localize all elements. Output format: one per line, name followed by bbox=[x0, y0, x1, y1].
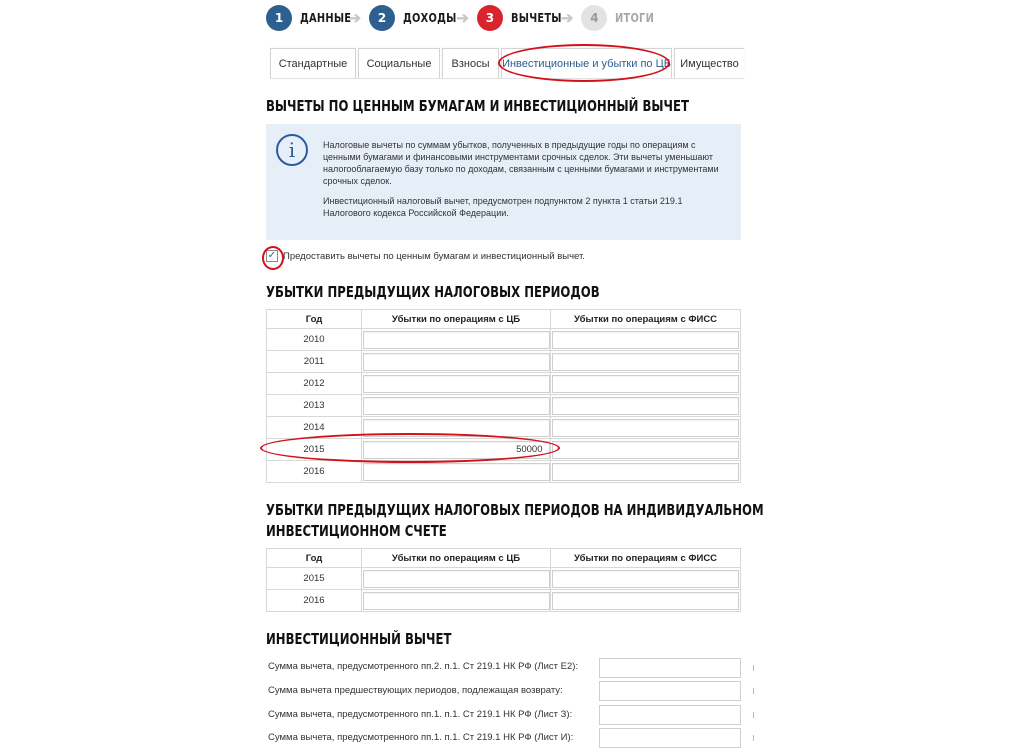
tab-standard[interactable]: Стандартные bbox=[270, 48, 356, 79]
fiss-loss-input[interactable] bbox=[552, 375, 739, 393]
step-label: ДАННЫЕ bbox=[300, 11, 352, 25]
column-header-fiss: Убытки по операциям с ФИСС bbox=[551, 310, 741, 329]
cb-loss-input[interactable] bbox=[363, 463, 550, 481]
tab-property[interactable]: Имущество bbox=[674, 48, 744, 79]
column-header-cb: Убытки по операциям с ЦБ bbox=[362, 549, 551, 568]
year-cell: 2014 bbox=[267, 417, 362, 439]
fiss-loss-input[interactable] bbox=[552, 331, 739, 349]
iis-losses-table bbox=[266, 548, 741, 612]
cb-loss-input[interactable] bbox=[363, 397, 550, 415]
step-deductions[interactable] bbox=[477, 5, 573, 31]
column-header-fiss: Убытки по операциям с ФИСС bbox=[551, 549, 741, 568]
step-label: ДОХОДЫ bbox=[403, 11, 457, 25]
deduction-input-i[interactable] bbox=[599, 728, 741, 748]
cb-loss-input[interactable] bbox=[363, 375, 550, 393]
fiss-loss-input[interactable] bbox=[552, 419, 739, 437]
deduction-label-previous: Сумма вычета предшествующих периодов, подлежащая возврату: bbox=[268, 685, 563, 696]
year-cell: 2015 bbox=[267, 439, 362, 461]
step-number: 2 bbox=[369, 5, 395, 31]
tab-social[interactable]: Социальные bbox=[358, 48, 440, 79]
year-cell: 2010 bbox=[267, 329, 362, 351]
table-row bbox=[267, 439, 741, 461]
cb-loss-input[interactable]: 50000 bbox=[363, 441, 550, 459]
cb-loss-input[interactable] bbox=[363, 419, 550, 437]
section-title-losses: УБЫТКИ ПРЕДЫДУЩИХ НАЛОГОВЫХ ПЕРИОДОВ bbox=[266, 283, 600, 301]
info-text-1: Налоговые вычеты по суммам убытков, полученных в предыдущие годы по операциям с ценными бумагами и финансовыми инструментами срочных сделок. Эти вычеты уменьшают налогооблагаемую базу только по доходам, связанным с ценными бумагами и инструментами срочных сделок. bbox=[323, 140, 719, 186]
table-row bbox=[267, 329, 741, 351]
deduction-input-z[interactable] bbox=[599, 705, 741, 725]
deduction-label-i: Сумма вычета, предусмотренного пп.1. п.1. Ст 219.1 НК РФ (Лист И): bbox=[268, 732, 574, 743]
table-row bbox=[267, 568, 741, 590]
section-title-investment: ИНВЕСТИЦИОННЫЙ ВЫЧЕТ bbox=[266, 630, 452, 648]
arrow-right-icon: ➔ bbox=[348, 10, 362, 27]
cb-loss-input[interactable] bbox=[363, 331, 550, 349]
year-cell: 2013 bbox=[267, 395, 362, 417]
deduction-label-z: Сумма вычета, предусмотренного пп.1. п.1. Ст 219.1 НК РФ (Лист З): bbox=[268, 709, 573, 720]
provide-deductions-label[interactable]: Предоставить вычеты по ценным бумагам и инвестиционный вычет. bbox=[283, 250, 585, 262]
tabs-divider bbox=[270, 78, 744, 79]
step-label: ВЫЧЕТЫ bbox=[510, 11, 562, 25]
table-row bbox=[267, 395, 741, 417]
year-cell: 2016 bbox=[267, 461, 362, 483]
deduction-input-e2[interactable] bbox=[599, 658, 741, 678]
info-box bbox=[266, 124, 741, 240]
info-icon: i bbox=[276, 134, 308, 166]
section-title-iis-line2: ИНВЕСТИЦИОННОМ СЧЕТЕ bbox=[266, 522, 447, 540]
table-row bbox=[267, 351, 741, 373]
provide-deductions-row bbox=[266, 250, 585, 262]
step-label: ИТОГИ bbox=[615, 11, 655, 25]
year-cell: 2012 bbox=[267, 373, 362, 395]
fiss-loss-input[interactable] bbox=[552, 592, 739, 610]
tab-contributions[interactable]: Взносы bbox=[442, 48, 499, 79]
table-row bbox=[267, 417, 741, 439]
table-row bbox=[267, 590, 741, 612]
table-row bbox=[267, 461, 741, 483]
column-header-year: Год bbox=[267, 549, 362, 568]
section-title-securities: ВЫЧЕТЫ ПО ЦЕННЫМ БУМАГАМ И ИНВЕСТИЦИОННЫЙ ВЫЧЕТ bbox=[266, 97, 689, 115]
cb-loss-input[interactable] bbox=[363, 353, 550, 371]
step-number: 3 bbox=[477, 5, 503, 31]
deduction-input-previous[interactable] bbox=[599, 681, 741, 701]
year-cell: 2011 bbox=[267, 351, 362, 373]
fiss-loss-input[interactable] bbox=[552, 463, 739, 481]
arrow-right-icon: ➔ bbox=[560, 10, 574, 27]
step-number: 4 bbox=[581, 5, 607, 31]
cb-loss-input[interactable] bbox=[363, 592, 550, 610]
deduction-tabs bbox=[270, 48, 746, 79]
info-text-2: Инвестиционный налоговый вычет, предусмотрен подпунктом 2 пункта 1 статьи 219.1 Налогового кодекса Российской Федерации. bbox=[323, 196, 683, 218]
tab-investment[interactable]: Инвестиционные и убытки по ЦБ bbox=[501, 48, 672, 79]
column-header-year: Год bbox=[267, 310, 362, 329]
wizard-steps bbox=[266, 5, 663, 31]
section-title-iis-line1: УБЫТКИ ПРЕДЫДУЩИХ НАЛОГОВЫХ ПЕРИОДОВ НА ИНДИВИДУАЛЬНОМ bbox=[266, 501, 764, 519]
fiss-loss-input[interactable] bbox=[552, 397, 739, 415]
year-cell: 2016 bbox=[267, 590, 362, 612]
column-header-cb: Убытки по операциям с ЦБ bbox=[362, 310, 551, 329]
step-results[interactable] bbox=[581, 5, 663, 31]
year-cell: 2015 bbox=[267, 568, 362, 590]
fiss-loss-input[interactable] bbox=[552, 353, 739, 371]
deduction-label-e2: Сумма вычета, предусмотренного пп.2. п.1. Ст 219.1 НК РФ (Лист Е2): bbox=[268, 661, 579, 672]
losses-table bbox=[266, 309, 741, 483]
table-row bbox=[267, 373, 741, 395]
fiss-loss-input[interactable] bbox=[552, 441, 739, 459]
provide-deductions-checkbox[interactable]: ✓ bbox=[267, 250, 277, 261]
arrow-right-icon: ➔ bbox=[456, 10, 469, 27]
cb-loss-input[interactable] bbox=[363, 570, 550, 588]
step-income[interactable] bbox=[369, 5, 468, 31]
step-number: 1 bbox=[266, 5, 292, 31]
fiss-loss-input[interactable] bbox=[552, 570, 739, 588]
